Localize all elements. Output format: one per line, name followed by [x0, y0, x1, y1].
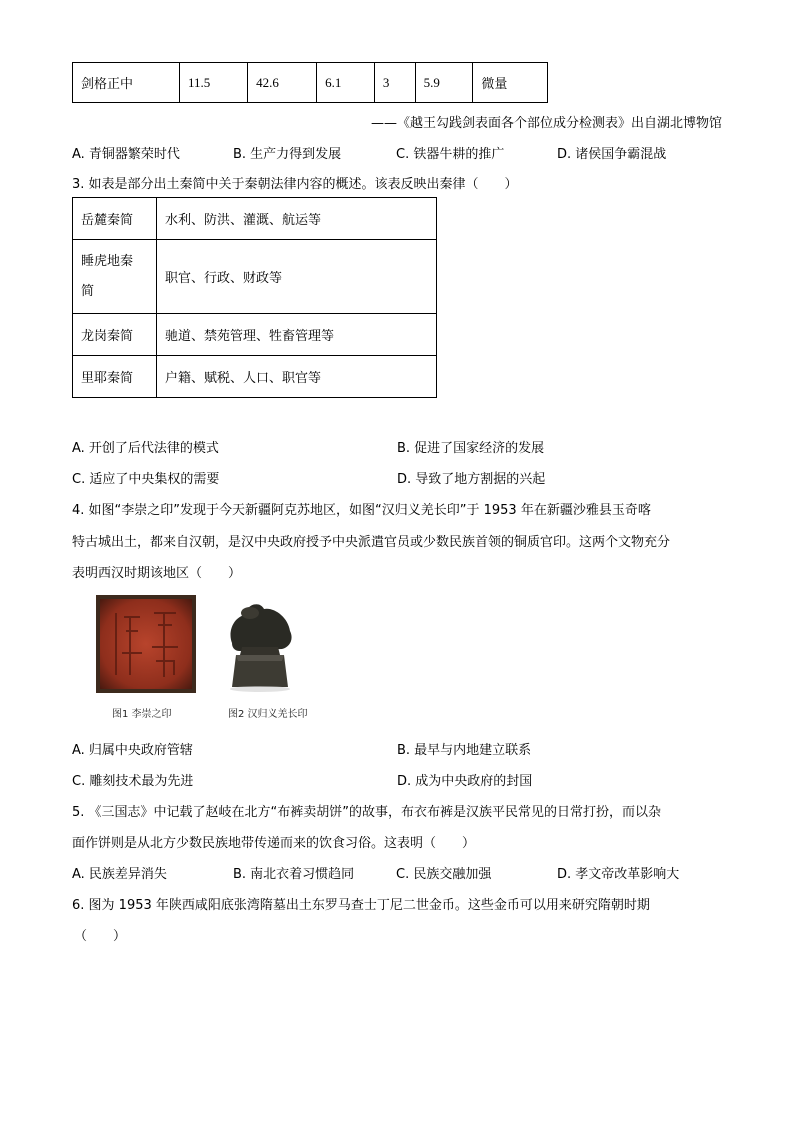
q4-stem-line1: 4. 如图“李崇之印”发现于今天新疆阿克苏地区，如图“汉归义羌长印”于 1953 年在新疆沙雅县玉奇喀	[72, 503, 651, 518]
q2-option-b[interactable]: B. 生产力得到发展	[233, 147, 342, 162]
q5-option-d[interactable]: D. 孝文帝改革影响大	[557, 867, 680, 882]
slip-content: 驰道、禁苑管理、牲畜管理等	[157, 314, 437, 356]
q4-stem-line2: 特古城出土，都来自汉朝，是汉中央政府授予中央派遣官员或少数民族首领的铜质官印。这两个文物充分	[72, 535, 671, 550]
q6-stem-line1: 6. 图为 1953 年陕西咸阳底张湾隋墓出土东罗马查士丁尼二世金币。这些金币可以用来研究隋朝时期	[72, 898, 650, 913]
fig2-caption: 图2 汉归义羌长印	[228, 709, 308, 720]
q4-stem-line3: 表明西汉时期该地区（ ）	[72, 566, 242, 581]
slip-name: 睡虎地秦 简	[73, 240, 157, 314]
table-cell: 11.5	[180, 63, 248, 103]
q2-option-c[interactable]: C. 铁器牛耕的推广	[396, 147, 505, 162]
q3-option-d[interactable]: D. 导致了地方割据的兴起	[397, 472, 546, 487]
q5-stem-line2: 面作饼则是从北方少数民族地带传递而来的饮食习俗。这表明（ ）	[72, 836, 476, 851]
han-qiang-seal-image	[218, 595, 302, 693]
composition-table	[72, 62, 548, 103]
q6-stem-line2: （ ）	[74, 929, 127, 944]
q2-option-d[interactable]: D. 诸侯国争霸混战	[557, 147, 667, 162]
table-cell: 6.1	[317, 63, 375, 103]
slip-name: 岳麓秦简	[73, 198, 157, 240]
table-cell: 42.6	[248, 63, 317, 103]
q3-option-c[interactable]: C. 适应了中央集权的需要	[72, 472, 220, 487]
q5-option-c[interactable]: C. 民族交融加强	[396, 867, 492, 882]
q5-option-b[interactable]: B. 南北衣着习惯趋同	[233, 867, 355, 882]
slip-content: 职官、行政、财政等	[157, 240, 437, 314]
table-cell: 微量	[473, 63, 548, 103]
li-chong-seal-image	[96, 595, 196, 693]
q2-option-a[interactable]: A. 青铜器繁荣时代	[72, 147, 180, 162]
table-cell: 5.9	[415, 63, 473, 103]
q3-option-a[interactable]: A. 开创了后代法律的模式	[72, 441, 219, 456]
q4-option-a[interactable]: A. 归属中央政府管辖	[72, 743, 193, 758]
table-cell: 3	[374, 63, 415, 103]
qin-slips-table	[72, 197, 437, 398]
slip-content: 户籍、赋税、人口、职官等	[157, 356, 437, 398]
slip-name: 里耶秦简	[73, 356, 157, 398]
q3-option-b[interactable]: B. 促进了国家经济的发展	[397, 441, 545, 456]
q3-stem: 3. 如表是部分出土秦简中关于秦朝法律内容的概述。该表反映出秦律（ ）	[72, 177, 518, 192]
q4-option-c[interactable]: C. 雕刻技术最为先进	[72, 774, 194, 789]
slip-name: 龙岗秦简	[73, 314, 157, 356]
q4-option-d[interactable]: D. 成为中央政府的封国	[397, 774, 533, 789]
q5-option-a[interactable]: A. 民族差异消失	[72, 867, 167, 882]
slip-content: 水利、防洪、灌溉、航运等	[157, 198, 437, 240]
table-source: ——《越王勾践剑表面各个部位成分检测表》出自湖北博物馆	[370, 116, 722, 131]
q5-stem-line1: 5. 《三国志》中记载了赵岐在北方“布裤卖胡饼”的故事，布衣布裤是汉族平民常见的日常打扮，而以杂	[72, 805, 662, 820]
fig1-caption: 图1 李崇之印	[112, 709, 172, 720]
table-cell: 剑格正中	[73, 63, 180, 103]
q4-option-b[interactable]: B. 最早与内地建立联系	[397, 743, 532, 758]
